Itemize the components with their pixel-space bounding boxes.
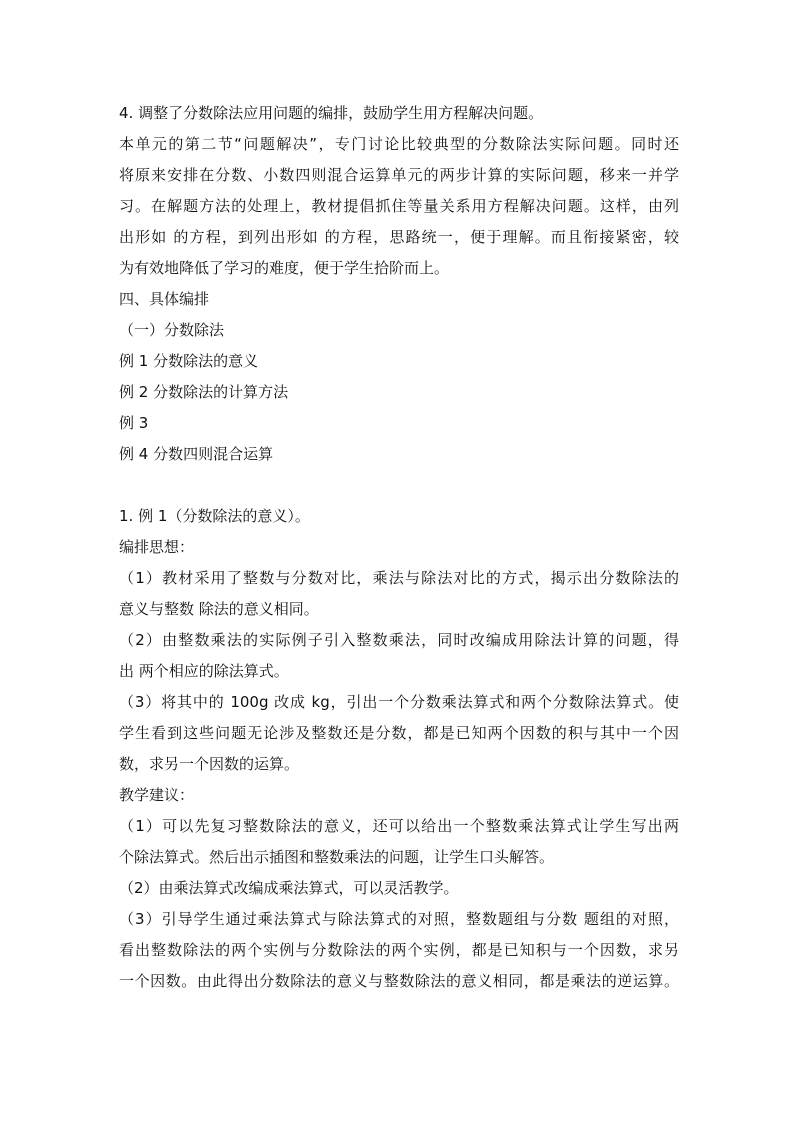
paragraph-line: 数，求另一个因数的运算。 (119, 755, 300, 773)
paragraph-line: 个除法算式。然后出示插图和整数乘法的问题，让学生口头解答。 (119, 848, 555, 866)
subsection-heading: （一）分数除法 (119, 321, 225, 339)
example-item: 例 1 分数除法的意义 (119, 352, 259, 370)
paragraph-line: （3）将其中的 100g 改成 kg，引出一个分数乘法算式和两个分数除法算式。使 (119, 693, 679, 711)
paragraph-line: 习。在解题方法的处理上，教材提倡抓住等量关系用方程解决问题。这样，由列 (119, 197, 679, 215)
paragraph-line: 4. 调整了分数除法应用问题的编排，鼓励学生用方程解决问题。 (119, 104, 544, 122)
paragraph-line: 为有效地降低了学习的难度，便于学生拾阶而上。 (119, 259, 450, 277)
paragraph-line: （3）引导学生通过乘法算式与除法算式的对照，整数题组与分数 题组的对照， (119, 910, 679, 928)
document-body (119, 98, 679, 997)
paragraph-line: 意义与整数 除法的意义相同。 (119, 600, 319, 618)
label-heading: 教学建议： (119, 786, 195, 804)
paragraph-line: 看出整数除法的两个实例与分数除法的两个实例，都是已知积与一个因数，求另 (119, 941, 679, 959)
paragraph-line: 学生看到这些问题无论涉及整数还是分数，都是已知两个因数的积与其中一个因 (119, 724, 679, 742)
paragraph-line: 将原来安排在分数、小数四则混合运算单元的两步计算的实际问题，移来一并学 (119, 166, 679, 184)
item-heading: 1. 例 1（分数除法的意义）。 (119, 507, 310, 525)
blank-line (119, 470, 679, 501)
example-item: 例 2 分数除法的计算方法 (119, 383, 289, 401)
example-item: 例 3 (119, 414, 149, 432)
paragraph-line: 出形如 的方程，到列出形如 的方程，思路统一，便于理解。而且衔接紧密，较 (119, 228, 679, 246)
paragraph-line: 本单元的第二节“问题解决”，专门讨论比较典型的分数除法实际问题。同时还 (119, 135, 679, 153)
example-item: 例 4 分数四则混合运算 (119, 445, 274, 463)
paragraph-line: （1）可以先复习整数除法的意义，还可以给出一个整数乘法算式让学生写出两 (119, 817, 679, 835)
paragraph-line: （2）由整数乘法的实际例子引入整数乘法，同时改编成用除法计算的问题，得 (119, 631, 679, 649)
paragraph-line: 一个因数。由此得出分数除法的意义与整数除法的意义相同，都是乘法的逆运算。 (119, 972, 679, 990)
paragraph-line: 出 两个相应的除法算式。 (119, 662, 289, 680)
paragraph-line: （1）教材采用了整数与分数对比，乘法与除法对比的方式，揭示出分数除法的 (119, 569, 679, 587)
paragraph-line: （2）由乘法算式改编成乘法算式，可以灵活教学。 (119, 879, 459, 897)
label-heading: 编排思想： (119, 538, 195, 556)
section-heading: 四、具体编排 (119, 290, 210, 308)
